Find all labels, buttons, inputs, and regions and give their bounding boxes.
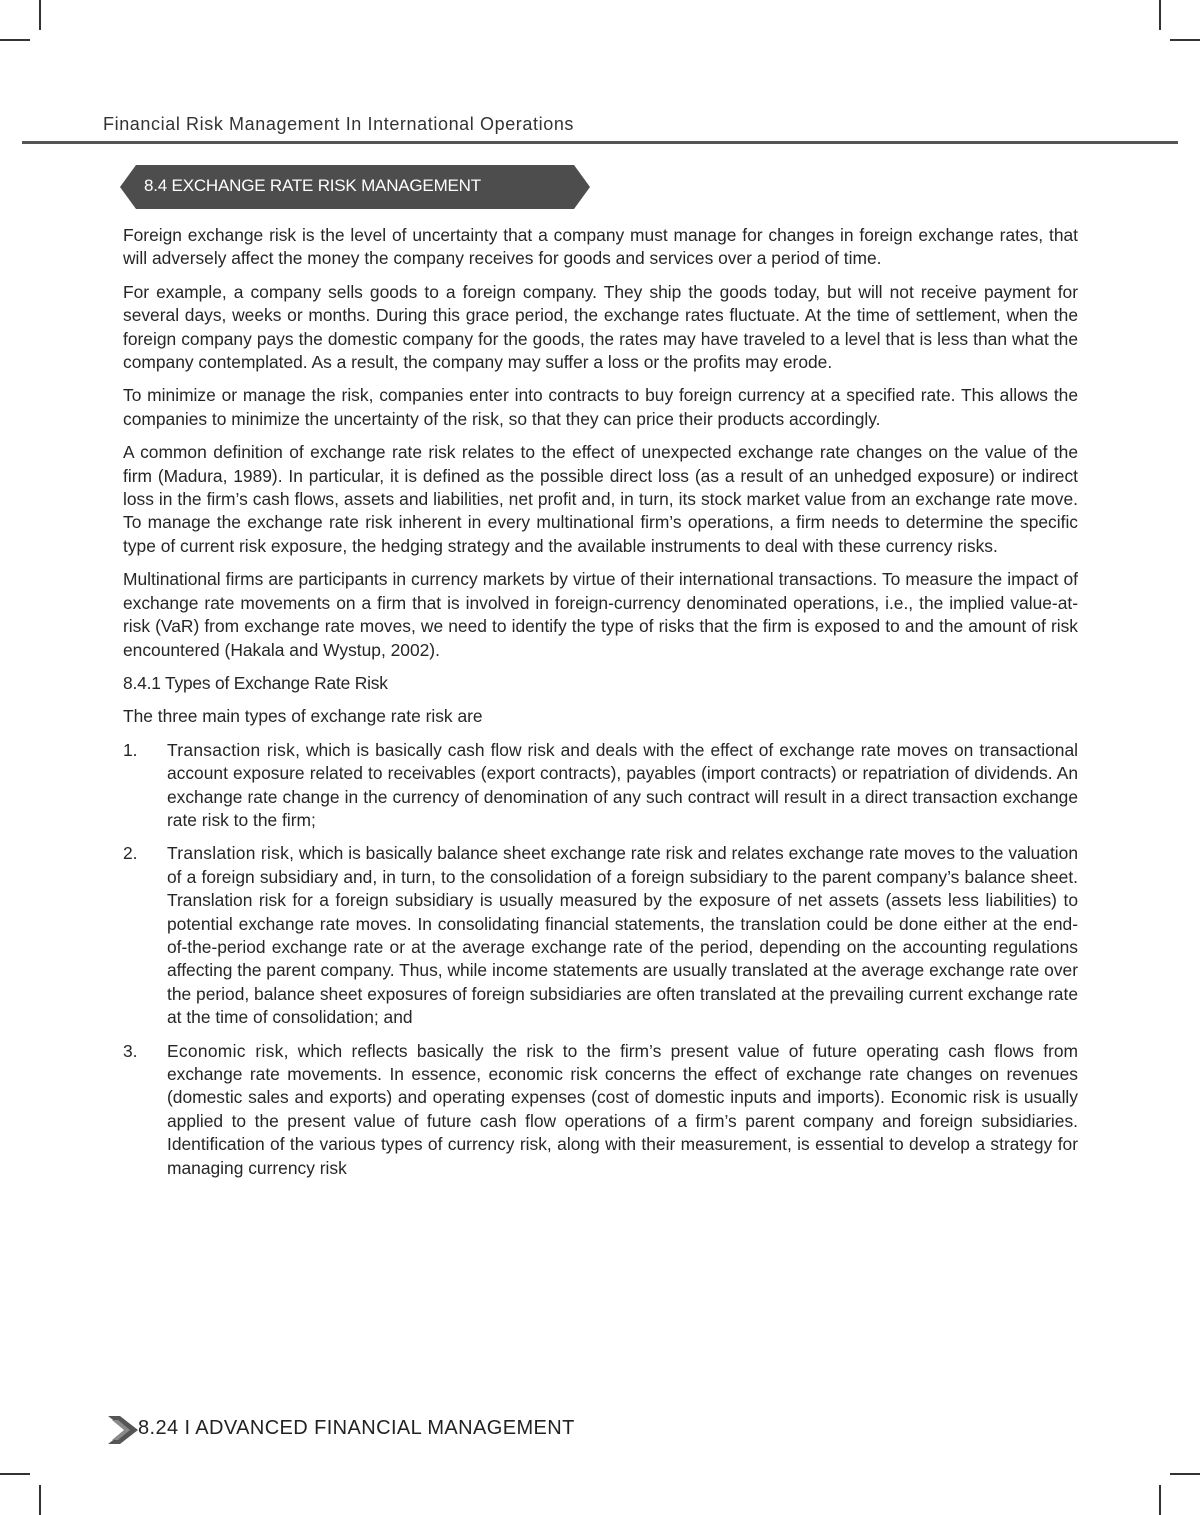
chevron-right-icon xyxy=(108,1416,138,1444)
crop-mark-bottom-left-horizontal xyxy=(0,1473,30,1475)
crop-mark-bottom-right-vertical xyxy=(1159,1485,1161,1515)
section-title: 8.4 EXCHANGE RATE RISK MANAGEMENT xyxy=(144,176,481,195)
header-rule xyxy=(22,141,1178,144)
subsection-heading: 8.4.1 Types of Exchange Rate Risk xyxy=(123,672,388,693)
paragraph: For example, a company sells goods to a foreign company. They ship the goods today, but will not receive payment for several days, weeks or months. During this grace period, the exchange rates fluctuate. At the time of settlement, when the foreign company pays the domestic company for the goods, the rates may have traveled to a level that is less than what the company contemplated. As a result, the company may suffer a loss or the profits may erode. xyxy=(123,281,1078,373)
crop-mark-top-right-horizontal xyxy=(1170,39,1200,41)
list-text: , which is basically cash flow risk and deals with the effect of exchange rate moves on transactional account exposure related to receivables (export contracts), payables (import contracts) or repatriation of dividends. An exchange rate change in the currency of denomination of any such contract will result in a direct transaction exchange rate risk to the firm; xyxy=(167,739,1078,830)
subsection-intro: The three main types of exchange rate risk are xyxy=(123,706,483,727)
page-body xyxy=(123,224,1078,1190)
crop-mark-top-left-vertical xyxy=(39,0,41,30)
crop-mark-top-right-vertical xyxy=(1159,0,1161,30)
list-text: , which is basically balance sheet exchange rate risk and relates exchange rate moves to the valuation of a foreign subsidiary and, in turn, to the consolidation of a foreign subsidiary to the parent company’s balance sheet. Translation risk for a foreign subsidiary is usually measured by the exposure of net assets (assets less liabilities) to potential exchange rate moves. In consolidating financial statements, the translation could be done either at the end-of-the-period exchange rate or at the average exchange rate of the period, depending on the accounting regulations affecting the parent company. Thus, while income statements are usually translated at the average exchange rate over the period, balance sheet exposures of foreign subsidiaries are often translated at the prevailing current exchange rate at the time of consolidation; and xyxy=(167,843,1078,1028)
list-term: Economic risk xyxy=(167,1040,284,1061)
paragraph: A common definition of exchange rate risk relates to the effect of unexpected exchange rate changes on the value of the firm (Madura, 1989). In particular, it is defined as the possible direct loss (as a result of an unhedged exposure) or indirect loss in the firm’s cash flows, assets and liabilities, net profit and, in turn, its stock market value from an exchange rate move. To manage the exchange rate risk inherent in every multinational firm’s operations, a firm needs to determine the specific type of current risk exposure, the hedging strategy and the available instruments to deal with these currency risks. xyxy=(123,442,1078,556)
section-banner xyxy=(120,165,590,209)
running-header: Financial Risk Management In International Operations xyxy=(103,114,575,134)
paragraph: To minimize or manage the risk, companies enter into contracts to buy foreign currency at a specified rate. This allows the companies to minimize the uncertainty of the risk, so that they can price their products accordingly. xyxy=(123,385,1078,429)
crop-mark-bottom-left-vertical xyxy=(39,1485,41,1515)
list-item xyxy=(123,842,1078,1029)
risk-types-list xyxy=(123,739,1078,1180)
list-number: 3. xyxy=(123,1040,138,1061)
paragraph: Multinational firms are participants in currency markets by virtue of their international transactions. To measure the impact of exchange rate movements on a firm that is involved in foreign-currency denominated operations, i.e., the implied value-at-risk (VaR) from exchange rate moves, we need to identify the type of risks that the firm is exposed to and the amount of risk encountered (Hakala and Wystup, 2002). xyxy=(123,569,1078,660)
paragraph: Foreign exchange risk is the level of uncertainty that a company must manage for changes in foreign exchange rates, that will adversely affect the money the company receives for goods and services over a period of time. xyxy=(123,225,1078,269)
list-item xyxy=(123,739,1078,833)
list-number: 1. xyxy=(123,739,138,760)
list-term: Transaction risk xyxy=(167,739,296,760)
crop-mark-top-left-horizontal xyxy=(0,39,30,41)
list-term: Translation risk xyxy=(167,843,290,864)
crop-mark-bottom-right-horizontal xyxy=(1170,1473,1200,1475)
list-number: 2. xyxy=(123,843,138,864)
list-item xyxy=(123,1040,1078,1180)
list-text: , which reflects basically the risk to the firm’s present value of future operating cash flows from exchange rate movements. In essence, economic risk concerns the effect of exchange rate changes on revenues (domestic sales and exports) and operating expenses (cost of domestic inputs and imports). Economic risk is usually applied to the present value of future cash flow operations of a firm’s parent company and foreign subsidiaries. Identification of the various types of currency risk, along with their measurement, is essential to develop a strategy for managing currency risk xyxy=(167,1040,1079,1178)
footer-page-label: 8.24 I ADVANCED FINANCIAL MANAGEMENT xyxy=(138,1417,575,1439)
